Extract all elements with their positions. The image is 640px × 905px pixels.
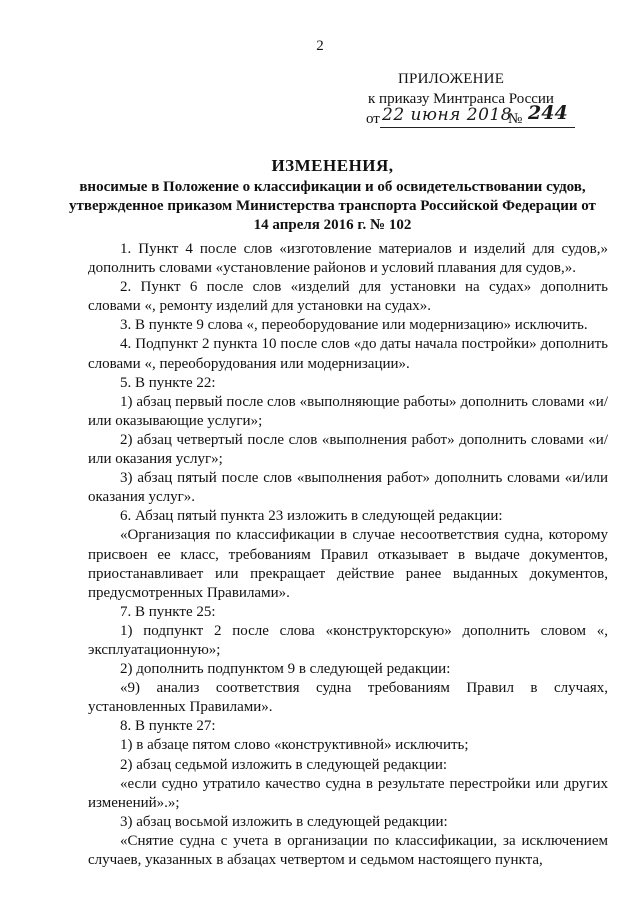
paragraph: 2. Пункт 6 после слов «изделий для установки на судах» дополнить словами «, ремонту изделий для установки на судах». — [88, 279, 608, 315]
paragraph: 3) абзац пятый после слов «выполнения работ» дополнить словами «и/или оказания услуг». — [88, 470, 608, 506]
paragraph: 1) подпункт 2 после слова «конструкторскую» дополнить словом «, эксплуатационную»; — [88, 622, 608, 658]
paragraph: 8. В пункте 27: — [120, 718, 216, 735]
appendix-order-reference: к приказу Минтранса России — [368, 91, 554, 107]
document-heading — [60, 155, 605, 235]
paragraph: 6. Абзац пятый пункта 23 изложить в следующей редакции: — [120, 508, 503, 525]
paragraph: 2) дополнить подпунктом 9 в следующей редакции: — [120, 661, 451, 678]
heading-title: ИЗМЕНЕНИЯ, — [271, 156, 394, 175]
appendix-from-prefix: от — [366, 111, 380, 127]
paragraph: «Организация по классификации в случае несоответствия судна, которому присвоен ее класс, требованиям Правил отказывает в выдаче документов, приостанавливает или прекращает действие ранее выданных документов, предусмотренных Правилами». — [88, 527, 608, 601]
paragraph: 1. Пункт 4 после слов «изготовление материалов и изделий для судов,» дополнить словами «установление районов и условий плавания для судов,». — [88, 241, 608, 277]
appendix-number-prefix: № — [508, 111, 523, 127]
handwritten-date: 22 июня 2018 — [382, 105, 513, 125]
paragraph: «если судно утратило качество судна в результате перестройки или других изменений».»; — [88, 775, 608, 811]
paragraph: 3) абзац восьмой изложить в следующей редакции: — [120, 813, 448, 830]
paragraph: 2) абзац четвертый после слов «выполнения работ» дополнить словами «и/или оказания услуг»; — [88, 431, 608, 468]
signature-underline — [380, 127, 575, 128]
appendix-date-number-line — [360, 102, 590, 131]
document-body — [88, 240, 608, 870]
paragraph: 5. В пункте 22: — [120, 374, 216, 391]
appendix-block — [360, 69, 590, 131]
appendix-title: ПРИЛОЖЕНИЕ — [398, 71, 505, 87]
heading-subtitle: вносимые в Положение о классификации и об освидетельствовании судов, утвержденное приказом Министерства транспорта Российской Федерации от 14 апреля 2016 г. № 102 — [69, 179, 596, 233]
paragraph: 1) в абзаце пятом слово «конструктивной» исключить; — [120, 737, 469, 754]
paragraph: 4. Подпункт 2 пункта 10 после слов «до даты начала постройки» дополнить словами «, переоборудования или модернизации». — [88, 336, 608, 372]
paragraph: 1) абзац первый после слов «выполняющие работы» дополнить словами «и/или оказывающие услуги»; — [88, 393, 608, 429]
page-number: 2 — [316, 38, 324, 54]
paragraph: «9) анализ соответствия судна требованиям Правил в случаях, установленных Правилами». — [88, 680, 608, 716]
handwritten-order-number: 244 — [528, 102, 568, 124]
paragraph: «Снятие судна с учета в организации по классификации, за исключением случаев, указанных в абзацах четвертом и седьмом настоящего пункта, — [88, 832, 608, 868]
paragraph: 7. В пункте 25: — [120, 603, 216, 620]
paragraph: 3. В пункте 9 слова «, переоборудование или модернизацию» исключить. — [120, 317, 588, 334]
paragraph: 2) абзац седьмой изложить в следующей редакции: — [120, 756, 448, 773]
